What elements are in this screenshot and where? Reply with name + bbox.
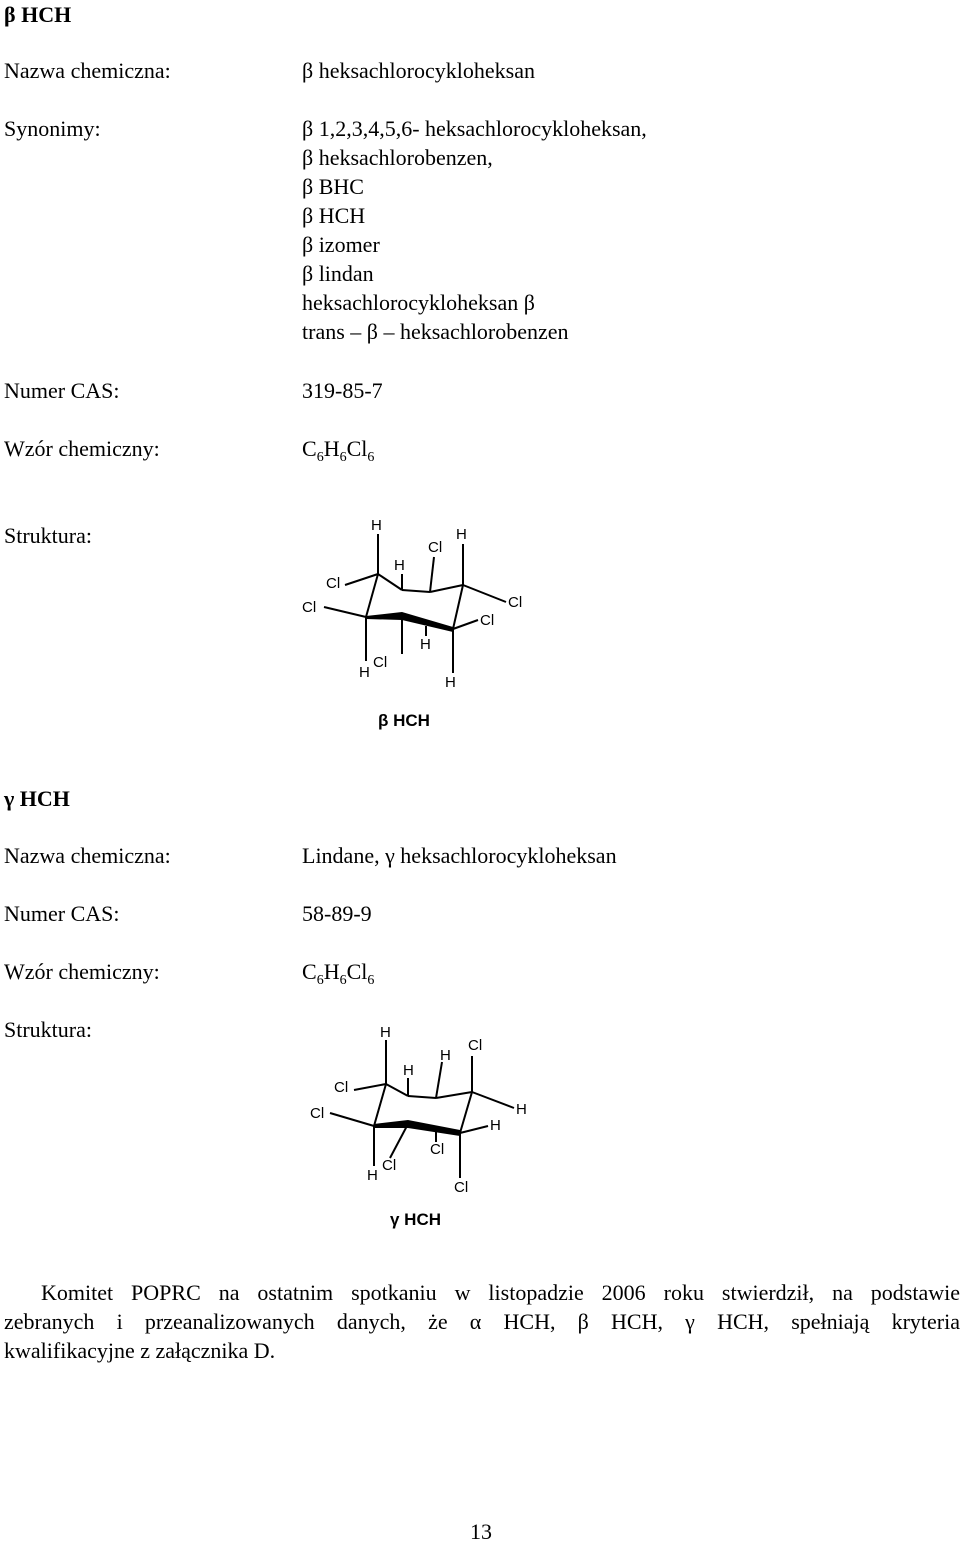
synonym-item: β lindan — [302, 261, 374, 286]
gamma-name-label: Nazwa chemiczna: — [4, 843, 171, 868]
atom-label: Cl — [310, 1105, 325, 1122]
atom-label: Cl — [428, 539, 443, 556]
atom-label: H — [516, 1101, 527, 1118]
atom-label: H — [420, 636, 431, 653]
synonym-item: β HCH — [302, 203, 366, 228]
atom-label: H — [394, 557, 405, 574]
atom-label: Cl — [382, 1157, 397, 1174]
atom-label: Cl — [373, 654, 388, 671]
beta-structure-label: Struktura: — [4, 523, 92, 548]
beta-structure-diagram — [290, 508, 550, 738]
synonym-item: heksachlorocykloheksan β — [302, 290, 535, 315]
atom-label: Cl — [302, 599, 317, 616]
paragraph-line: kwalifikacyjne z załącznika D. — [4, 1338, 276, 1363]
beta-formula-label: Wzór chemiczny: — [4, 436, 160, 461]
atom-label: Cl — [454, 1179, 469, 1196]
beta-structure-caption: β HCH — [378, 711, 430, 730]
atom-label: H — [380, 1024, 391, 1041]
atom-label: Cl — [508, 594, 523, 611]
atom-label: Cl — [430, 1141, 445, 1158]
atom-label: H — [445, 674, 456, 691]
atom-label: Cl — [334, 1079, 349, 1096]
synonym-item: β izomer — [302, 232, 380, 257]
atom-label: H — [490, 1117, 501, 1134]
atom-label: H — [440, 1047, 451, 1064]
atom-label: Cl — [468, 1037, 483, 1054]
beta-synonyms-label: Synonimy: — [4, 116, 101, 141]
atom-label: Cl — [480, 612, 495, 629]
beta-name-label: Nazwa chemiczna: — [4, 58, 171, 83]
gamma-cas-value: 58-89-9 — [302, 901, 372, 926]
beta-heading: β HCH — [4, 2, 72, 27]
page-number: 13 — [470, 1519, 492, 1544]
gamma-structure-label: Struktura: — [4, 1017, 92, 1042]
gamma-formula-label: Wzór chemiczny: — [4, 959, 160, 984]
synonym-item: β 1,2,3,4,5,6- heksachlorocykloheksan, — [302, 116, 647, 141]
gamma-cas-label: Numer CAS: — [4, 901, 120, 926]
gamma-structure-caption: γ HCH — [390, 1210, 442, 1229]
atom-label: H — [456, 526, 467, 543]
paragraph-line: zebranych i przeanalizowanych danych, że α HCH, β HCH, γ HCH, spełniają kryteria — [4, 1309, 960, 1334]
conclusion-paragraph — [4, 1278, 960, 1365]
atom-label: H — [367, 1167, 378, 1184]
beta-formula: $C_6H_6Cl_6$ — [302, 436, 375, 465]
gamma-structure-diagram — [300, 1020, 540, 1210]
gamma-heading: γ HCH — [4, 786, 70, 811]
beta-cas-value: 319-85-7 — [302, 378, 383, 403]
gamma-name-value: Lindane, γ heksachlorocykloheksan — [302, 843, 617, 868]
beta-cas-label: Numer CAS: — [4, 378, 120, 403]
synonym-item: trans – β – heksachlorobenzen — [302, 319, 569, 344]
synonym-item: β BHC — [302, 174, 364, 199]
gamma-formula: $C_6H_6Cl_6$ — [302, 959, 375, 988]
atom-label: H — [359, 664, 370, 681]
beta-name-value: β heksachlorocykloheksan — [302, 58, 535, 83]
atom-label: H — [371, 517, 382, 534]
paragraph-line: Komitet POPRC na ostatnim spotkaniu w listopadzie 2006 roku stwierdził, na podstawie — [41, 1280, 960, 1305]
synonym-item: β heksachlorobenzen, — [302, 145, 493, 170]
atom-label: H — [403, 1062, 414, 1079]
atom-label: Cl — [326, 575, 341, 592]
